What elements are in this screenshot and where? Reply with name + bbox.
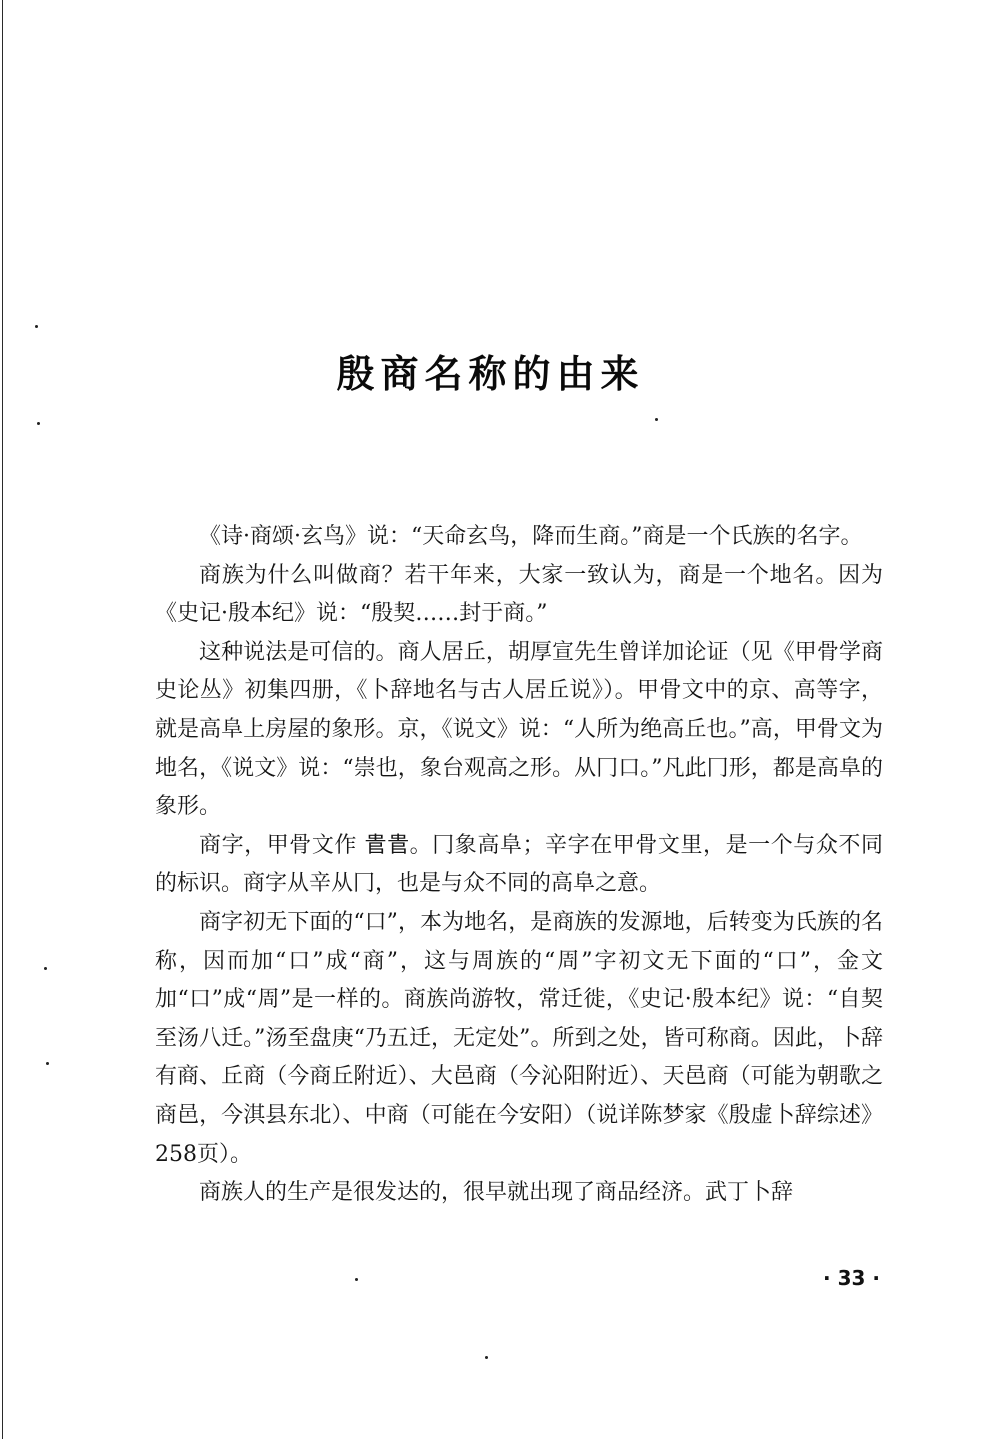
paragraph: 商字初无下面的“口”，本为地名，是商族的发源地，后转变为氏族的名称，因而加“口”成“商”，这与周族的“周”字初文无下面的“口”，金文加“口”成“周”是一样的。商族尚游牧，常迁徙，《史记·殷本纪》说：“自契至汤八迁。”汤至盘庚“乃五迁，无定处”。所到之处，皆可称商。因此，卜辞有商、丘商（今商丘附近）、大邑商（今沁阳附近）、天邑商（可能为朝歌之商邑，今淇县东北）、中商（可能在今安阳）（说详陈梦家《殷虚卜辞综述》258页）。 [155, 909, 883, 1167]
page-number: · 33 · [823, 1266, 880, 1290]
chapter-title: 殷商名称的由来 [336, 352, 645, 397]
scan-speck [46, 1062, 49, 1065]
paragraph: 这种说法是可信的。商人居丘，胡厚宣先生曾详加论证（见《甲骨学商史论丛》初集四册，《卜辞地名与古人居丘说》）。甲骨文中的京、高等字，就是高阜上房屋的象形。京，《说文》说：“人所为绝高丘也。”高，甲骨文为地名，《说文》说：“崇也，象台观高之形。从冂口。”凡此冂形，都是高阜的象形。 [155, 639, 883, 820]
scan-speck [44, 967, 47, 970]
paragraph: 商族人的生产是很发达的，很早就出现了商品经济。武丁卜辞 [199, 1180, 794, 1206]
paragraph: 商族为什么叫做商？若干年来，大家一致认为，商是一个地名。因为《史记·殷本纪》说：“殷契……封于商。” [155, 562, 883, 627]
scan-speck [485, 1356, 488, 1359]
scan-speck [655, 418, 658, 421]
scan-speck [355, 1278, 358, 1281]
scan-speck [37, 422, 40, 425]
paragraph: 《诗·商颂·玄鸟》说：“天命玄鸟，降而生商。”商是一个氏族的名字。 [199, 524, 863, 549]
body-text [155, 518, 883, 1213]
page-edge-line [2, 0, 3, 1439]
paragraph: 商字，甲骨文作 𠳋𠳋。冂象高阜；辛字在甲骨文里，是一个与众不同的标识。商字从辛从冂，也是与众不同的高阜之意。 [155, 832, 883, 897]
scan-speck [35, 325, 38, 328]
